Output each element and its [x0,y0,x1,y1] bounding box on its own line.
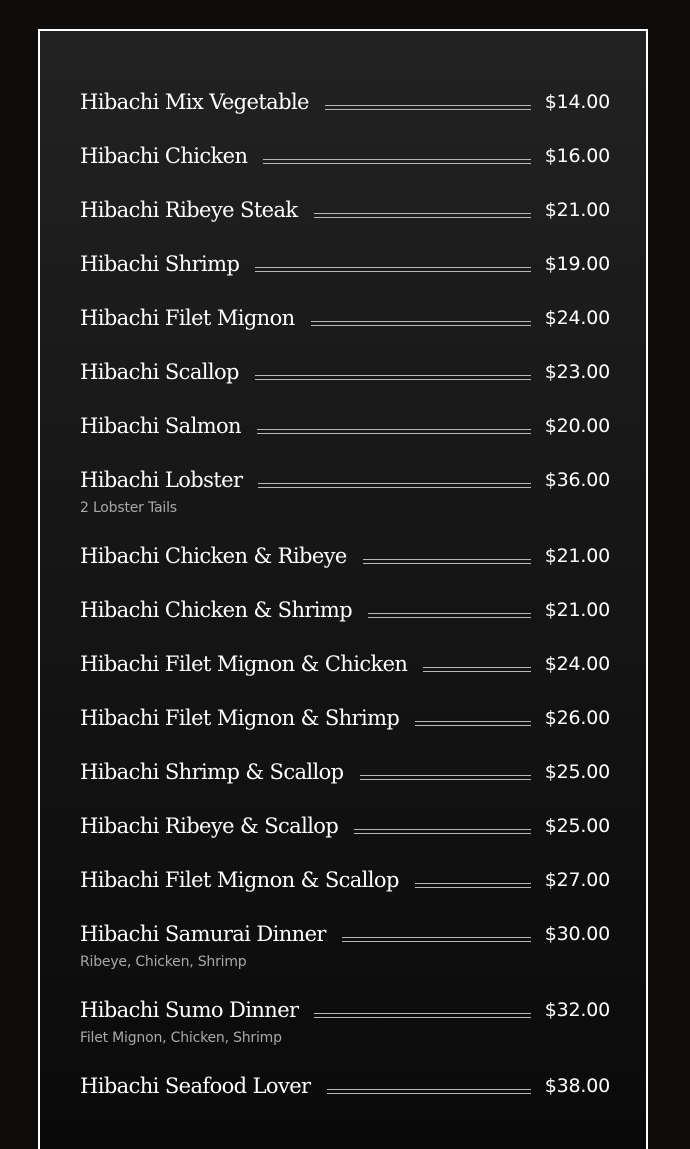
menu-item-name: Hibachi Filet Mignon [80,306,295,330]
leader-line [255,375,531,380]
menu-item-name: Hibachi Filet Mignon & Shrimp [80,706,400,730]
menu-item-price: $21.00 [544,199,610,221]
menu-item-name: Hibachi Salmon [80,414,241,438]
menu-item-price: $36.00 [544,469,610,491]
leader-line [368,613,531,618]
menu-item-price: $25.00 [544,761,610,783]
menu-item-price: $24.00 [544,307,610,329]
menu-item-description: Ribeye, Chicken, Shrimp [80,954,247,970]
menu-item [80,703,610,733]
menu-item-name: Hibachi Seafood Lover [80,1074,311,1098]
leader-line [255,267,530,272]
menu-item-price: $21.00 [544,599,610,621]
leader-line [258,483,530,488]
menu-item [80,1071,610,1101]
menu-item [80,87,610,117]
menu-item-name: Hibachi Ribeye Steak [80,198,298,222]
menu-item-price: $26.00 [544,707,610,729]
leader-line [325,105,531,110]
menu-item [80,303,610,333]
menu-item-row [80,811,610,841]
menu-item-row [80,249,610,279]
menu-item-price: $23.00 [544,361,610,383]
menu-item-price: $32.00 [544,999,610,1021]
leader-line [257,429,531,434]
menu-item-name: Hibachi Shrimp [80,252,240,276]
menu-item-row [80,303,610,333]
menu-item-name: Hibachi Mix Vegetable [80,90,309,114]
menu-item [80,919,610,971]
menu-item [80,757,610,787]
leader-line [423,667,530,672]
menu-item-name: Hibachi Samurai Dinner [80,922,326,946]
menu-item-price: $20.00 [544,415,610,437]
menu-item-name: Hibachi Lobster [80,468,243,492]
menu-card [38,29,648,1149]
menu-item-name: Hibachi Chicken [80,144,248,168]
menu-item [80,995,610,1047]
menu-item-price: $30.00 [544,923,610,945]
leader-line [415,721,530,726]
menu-item-name: Hibachi Shrimp & Scallop [80,760,344,784]
menu-item [80,649,610,679]
menu-item [80,141,610,171]
leader-line [415,883,531,888]
menu-item-description: 2 Lobster Tails [80,500,177,516]
leader-line [327,1089,531,1094]
menu-list [80,87,610,1125]
leader-line [363,559,531,564]
menu-item-row [80,757,610,787]
menu-item-row [80,541,610,571]
menu-item-name: Hibachi Sumo Dinner [80,998,299,1022]
menu-item-row [80,595,610,625]
menu-item-name: Hibachi Scallop [80,360,239,384]
menu-item-price: $24.00 [544,653,610,675]
leader-line [360,775,531,780]
leader-line [263,159,530,164]
menu-item-name: Hibachi Ribeye & Scallop [80,814,339,838]
menu-item-description: Filet Mignon, Chicken, Shrimp [80,1030,282,1046]
menu-item [80,595,610,625]
menu-item-row [80,357,610,387]
menu-item [80,195,610,225]
leader-line [354,829,531,834]
menu-item [80,541,610,571]
menu-item-row [80,703,610,733]
menu-item-row [80,919,610,949]
menu-item-row [80,465,610,495]
leader-line [314,213,531,218]
menu-item-row [80,195,610,225]
menu-item-price: $14.00 [544,91,610,113]
menu-item-price: $25.00 [544,815,610,837]
menu-item-name: Hibachi Chicken & Shrimp [80,598,353,622]
menu-item-row [80,411,610,441]
menu-item [80,865,610,895]
menu-item-row [80,995,610,1025]
menu-item-row [80,1071,610,1101]
menu-item [80,465,610,517]
menu-item [80,811,610,841]
menu-item-price: $16.00 [544,145,610,167]
menu-item-name: Hibachi Filet Mignon & Chicken [80,652,408,676]
menu-item-row [80,649,610,679]
menu-item-price: $19.00 [544,253,610,275]
leader-line [314,1013,530,1018]
menu-item [80,411,610,441]
menu-item [80,357,610,387]
leader-line [311,321,531,326]
menu-item-row [80,141,610,171]
menu-item-price: $21.00 [544,545,610,567]
menu-item-name: Hibachi Chicken & Ribeye [80,544,347,568]
menu-item-name: Hibachi Filet Mignon & Scallop [80,868,399,892]
menu-item-price: $27.00 [544,869,610,891]
leader-line [342,937,531,942]
menu-item-price: $38.00 [544,1075,610,1097]
menu-item-row [80,865,610,895]
menu-item [80,249,610,279]
menu-item-row [80,87,610,117]
